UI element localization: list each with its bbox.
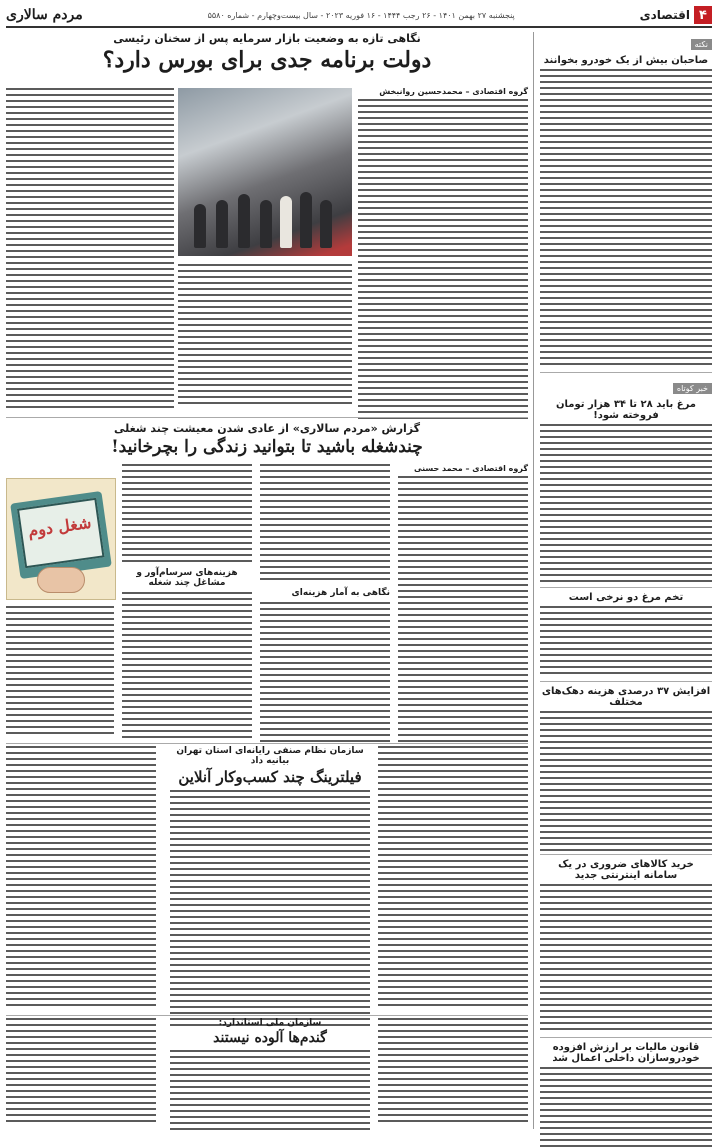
second-body-col4 — [6, 606, 114, 734]
third-story — [170, 746, 370, 1026]
second-illustration — [6, 478, 116, 600]
second-kicker: گزارش «مردم سالاری» از عادی شدن معیشت چند شغلی — [113, 422, 421, 435]
dateline: پنجشنبه ۲۷ بهمن ۱۴۰۱ - ۲۶ رجب ۱۴۴۴ - ۱۶ فوریه ۲۰۲۳ - سال بیست‌وچهارم - شماره ۵۵۸۰ — [207, 10, 515, 20]
fourth-headline: گندم‌ها آلوده نیستند — [213, 1030, 327, 1046]
fourth-body-col1 — [378, 1018, 528, 1126]
fourth-body-col2 — [170, 1050, 370, 1132]
second-subhead: هزینه‌های سرسام‌آور و مشاغل چند شغله — [136, 568, 238, 588]
lead-body-col3 — [6, 88, 174, 408]
sidebar-story-body — [540, 1067, 712, 1147]
sidebar-story-body — [540, 711, 712, 851]
lead-body-col2 — [178, 264, 352, 408]
lead-headline: دولت برنامه جدی برای بورس دارد؟ — [102, 47, 432, 73]
fourth-body-col3 — [6, 1018, 156, 1126]
sidebar-story-body — [540, 424, 712, 584]
second-body-col1 — [398, 476, 528, 746]
second-body-col2 — [260, 464, 390, 584]
lead-story — [6, 32, 528, 73]
sidebar-tag-note: نکته — [691, 39, 712, 50]
second-subhead: نگاهی به آمار هزینه‌ای — [291, 588, 390, 598]
sidebar-tag-brief: خبر کوتاه — [673, 383, 712, 394]
sidebar-story-body — [540, 884, 712, 1034]
sidebar-story-body — [540, 69, 712, 369]
second-body-col3 — [122, 464, 252, 564]
news-sidebar — [533, 32, 712, 1129]
lead-byline: گروه اقتصادی – محمدحسین روانبخش — [379, 87, 528, 96]
main-content — [6, 32, 528, 1129]
section-label — [640, 6, 712, 24]
third-headline: فیلترینگ چند کسب‌وکار آنلاین — [178, 768, 362, 786]
second-byline: گروه اقتصادی – محمد حسنی — [413, 464, 528, 473]
third-kicker: سازمان نظام صنفی رایانه‌ای استان تهران بیانیه داد — [176, 746, 364, 766]
masthead — [6, 4, 712, 28]
second-body-col2b — [260, 602, 390, 744]
illustration-caption: شغل دوم — [26, 512, 93, 541]
lead-photo — [178, 88, 352, 256]
third-body-col3 — [6, 746, 156, 1006]
lead-kicker: نگاهی تازه به وضعیت بازار سرمایه پس از سخنان رئیسی — [113, 32, 421, 45]
sidebar-story-title: خرید کالاهای ضروری در یک سامانه اینترنتی جدید — [558, 859, 694, 881]
sidebar-story-title: قانون مالیات بر ارزش افزوده خودروسازان داخلی اعمال شد — [552, 1042, 700, 1064]
lead-body-col1 — [358, 99, 528, 419]
sidebar-story-title: افزایش ۳۷ درصدی هزینه دهک‌های مختلف — [541, 686, 711, 708]
sidebar-story-title: تخم مرغ دو نرخی است — [568, 592, 684, 603]
third-body-col1 — [378, 746, 528, 1006]
second-body-col3b — [122, 592, 252, 742]
newspaper-brand: مردم سالاری — [6, 7, 83, 23]
third-body-col2 — [170, 790, 370, 1026]
sidebar-story-body — [540, 606, 712, 678]
second-story — [6, 422, 528, 457]
fourth-story — [170, 1018, 370, 1132]
section-name: اقتصادی — [639, 8, 690, 22]
sidebar-story-title: مرغ باید ۲۸ تا ۳۴ هزار تومان فروخته شود! — [556, 399, 696, 421]
second-headline: چندشغله باشید تا بتوانید زندگی را بچرخانید! — [111, 437, 423, 457]
page-number: ۴ — [694, 6, 712, 24]
sidebar-story-title: صاحبان بیش از یک خودرو بخوانند — [543, 55, 709, 66]
fourth-kicker: سازمان ملی استاندارد: — [218, 1018, 322, 1028]
